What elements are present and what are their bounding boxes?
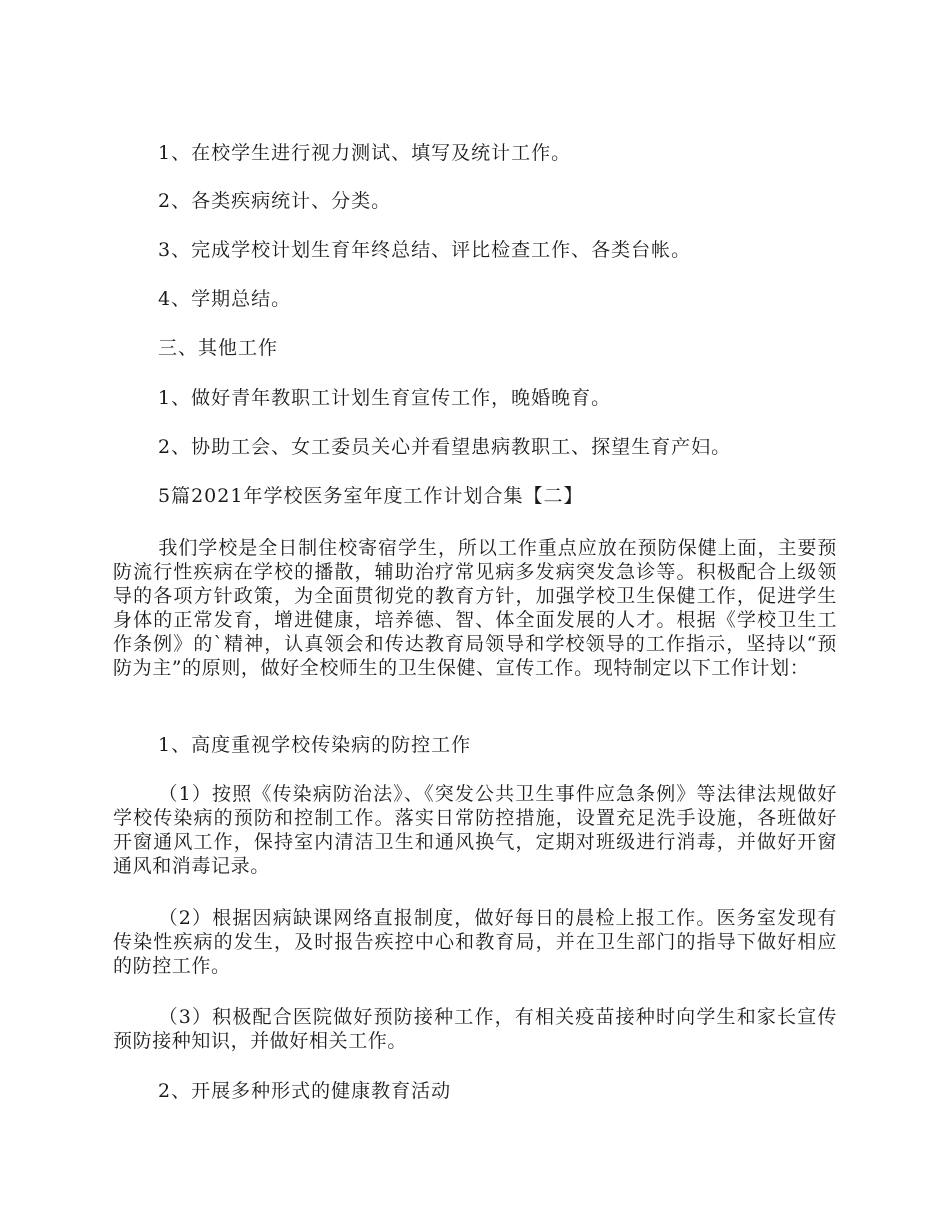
item-1-text: （1）按照《传染病防治法》、《突发公共卫生事件应急条例》等法律法规做好学校传染病的预防和控制工作。落实日常防控措施，设置充足洗手设施，各班做好开窗通风工作，保持室内清洁卫生和通风换气，定期对班级进行消毒，并做好开窗通风和消毒记录。 bbox=[113, 783, 837, 877]
section-heading-other-work: 三、其他工作 bbox=[158, 337, 279, 359]
section-title-health-education: 2、开展多种形式的健康教育活动 bbox=[158, 1080, 452, 1102]
list-item-youth-staff: 1、做好青年教职工计划生育宣传工作，晚婚晚育。 bbox=[158, 387, 612, 409]
intro-paragraph bbox=[113, 536, 837, 680]
intro-paragraph-text: 我们学校是全日制住校寄宿学生，所以工作重点应放在预防保健上面，主要预防流行性疾病在学校的播散，辅助治疗常见病多发病突发急诊等。积极配合上级领导的各项方针政策，为全面贯彻党的教育方针，加强学校卫生保健工作，促进学生身体的正常发育，增进健康，培养德、智、体全面发展的人才。根据《学校卫生工作条例》的`精神，认真领会和传达教育局领导和学校领导的工作指示，坚持以“预防为主”的原则，做好全校师生的卫生保健、宣传工作。现特制定以下工作计划： bbox=[113, 537, 837, 679]
list-item-vision-test: 1、在校学生进行视力测试、填写及统计工作。 bbox=[158, 142, 572, 164]
list-item-union-assist: 2、协助工会、女工委员关心并看望患病教职工、探望生育产妇。 bbox=[158, 436, 732, 458]
item-3-text: （3）积极配合医院做好预防接种工作，有相关疫苗接种时向学生和家长宣传预防接种知识，并做好相关工作。 bbox=[113, 1006, 837, 1052]
item-3-paragraph bbox=[113, 1005, 837, 1053]
list-item-semester-summary: 4、学期总结。 bbox=[158, 288, 292, 310]
item-1-paragraph bbox=[113, 782, 837, 878]
part-two-title: 5篇2021年学校医务室年度工作计划合集【二】 bbox=[158, 485, 584, 507]
list-item-disease-stats: 2、各类疾病统计、分类。 bbox=[158, 190, 392, 212]
section-title-infectious-disease: 1、高度重视学校传染病的防控工作 bbox=[158, 734, 472, 756]
item-2-paragraph bbox=[113, 906, 837, 978]
item-2-text: （2）根据因病缺课网络直报制度，做好每日的晨检上报工作。医务室发现有传染性疾病的发生，及时报告疾控中心和教育局，并在卫生部门的指导下做好相应的防控工作。 bbox=[113, 907, 837, 977]
list-item-family-planning-summary: 3、完成学校计划生育年终总结、评比检查工作、各类台帐。 bbox=[158, 239, 692, 261]
